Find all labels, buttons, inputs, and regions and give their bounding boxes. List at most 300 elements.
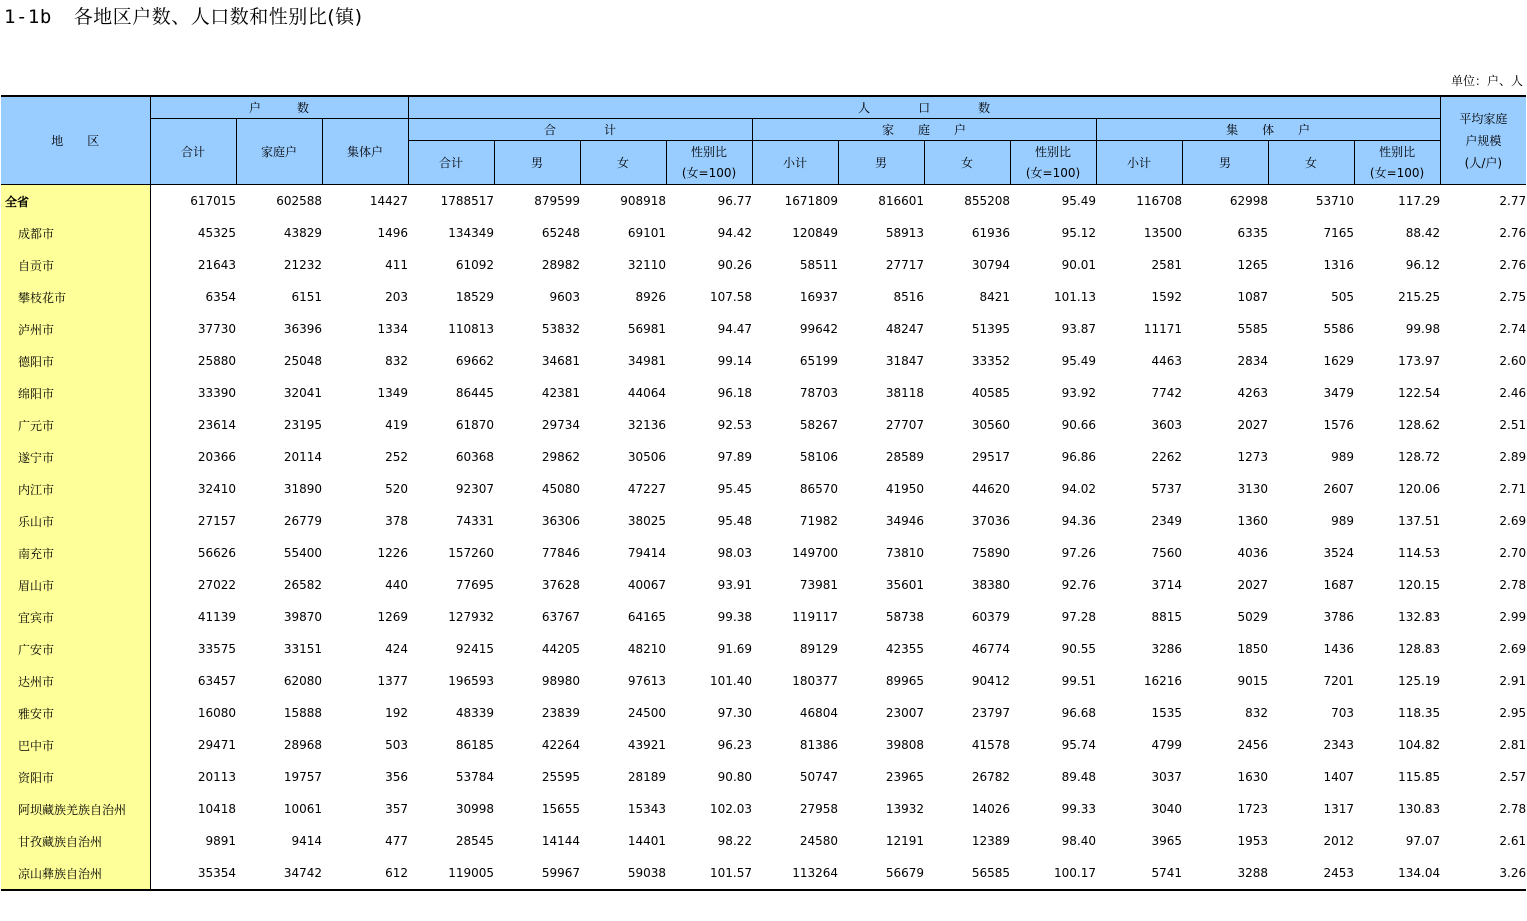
value-cell: 43921: [627, 738, 667, 752]
sex-ratio-line1: 性别比: [1379, 144, 1416, 159]
value-cell: 96.77: [666, 185, 752, 218]
value-cell: 2.51: [1499, 418, 1527, 432]
value-cell: 60368: [455, 450, 495, 464]
value-cell: 28982: [541, 258, 581, 272]
value-cell: 29862: [541, 450, 581, 464]
region-cell: 雅安市: [1, 697, 150, 729]
header-group-total: 合 计: [408, 119, 752, 141]
value-cell: 25048: [283, 354, 322, 368]
value-cell: 1407: [1323, 770, 1355, 784]
value-cell: 88.42: [1405, 226, 1441, 240]
header-total: 合计: [408, 141, 494, 185]
value-cell: 104.82: [1398, 738, 1441, 752]
value-cell: 477: [385, 834, 409, 848]
value-cell: 33352: [971, 354, 1011, 368]
sex-ratio-line1: 性别比: [691, 144, 728, 159]
value-cell: 60379: [971, 610, 1011, 624]
value-cell: 3.26: [1440, 857, 1526, 890]
value-cell: 99.38: [717, 610, 753, 624]
value-cell: 86185: [455, 738, 495, 752]
value-cell: 2.74: [1499, 322, 1527, 336]
value-cell: 173.97: [1398, 354, 1441, 368]
value-cell: 45080: [541, 482, 581, 496]
region-cell: 南充市: [1, 537, 150, 569]
value-cell: 2.78: [1499, 802, 1527, 816]
value-cell: 56981: [627, 322, 667, 336]
table-row: [1, 249, 1526, 281]
value-cell: 8516: [893, 290, 925, 304]
value-cell: 23965: [885, 770, 925, 784]
value-cell: 6335: [1237, 226, 1269, 240]
region-cell: 广元市: [1, 409, 150, 441]
value-cell: 90.66: [1061, 418, 1097, 432]
value-cell: 92307: [455, 482, 495, 496]
value-cell: 3288: [1182, 857, 1268, 890]
value-cell: 39870: [283, 610, 322, 624]
value-cell: 7165: [1323, 226, 1355, 240]
value-cell: 602588: [236, 185, 322, 218]
value-cell: 1630: [1237, 770, 1269, 784]
value-cell: 1273: [1237, 450, 1269, 464]
value-cell: 2349: [1151, 514, 1183, 528]
value-cell: 48339: [455, 706, 495, 720]
value-cell: 9414: [291, 834, 322, 848]
value-cell: 2.75: [1499, 290, 1527, 304]
value-cell: 35354: [150, 857, 236, 890]
value-cell: 15888: [283, 706, 322, 720]
value-cell: 6354: [205, 290, 236, 304]
value-cell: 14026: [971, 802, 1011, 816]
sex-ratio-line2: (女=100): [1025, 165, 1081, 180]
value-cell: 26582: [283, 578, 322, 592]
value-cell: 100.17: [1010, 857, 1096, 890]
header-hh-total: 合计: [150, 119, 236, 185]
value-cell: 252: [385, 450, 409, 464]
value-cell: 9891: [205, 834, 236, 848]
value-cell: 157260: [448, 546, 495, 560]
value-cell: 56585: [924, 857, 1010, 890]
value-cell: 51395: [971, 322, 1011, 336]
table-row: [1, 473, 1526, 505]
value-cell: 2.70: [1499, 546, 1527, 560]
value-cell: 99.14: [717, 354, 753, 368]
value-cell: 29517: [971, 450, 1011, 464]
value-cell: 120849: [792, 226, 839, 240]
value-cell: 36306: [541, 514, 581, 528]
header-avg-household-size: [1440, 96, 1526, 185]
value-cell: 97.07: [1405, 834, 1441, 848]
value-cell: 4463: [1151, 354, 1183, 368]
value-cell: 137.51: [1398, 514, 1441, 528]
value-cell: 44205: [541, 642, 581, 656]
value-cell: 31847: [885, 354, 925, 368]
value-cell: 101.40: [710, 674, 753, 688]
header-avg-line2: 户规模: [1465, 133, 1502, 148]
table-row: [1, 761, 1526, 793]
value-cell: 46804: [799, 706, 839, 720]
value-cell: 62080: [283, 674, 322, 688]
value-cell: 62998: [1182, 185, 1268, 218]
value-cell: 23614: [197, 418, 236, 432]
value-cell: 12191: [885, 834, 925, 848]
value-cell: 989: [1331, 514, 1355, 528]
value-cell: 1349: [377, 386, 409, 400]
value-cell: 3130: [1237, 482, 1269, 496]
value-cell: 1317: [1323, 802, 1355, 816]
table-row: [1, 857, 1526, 890]
header-region: 地 区: [1, 96, 150, 185]
value-cell: 2834: [1237, 354, 1269, 368]
value-cell: 69101: [627, 226, 667, 240]
value-cell: 99642: [799, 322, 839, 336]
value-cell: 94.02: [1061, 482, 1097, 496]
value-cell: 46774: [971, 642, 1011, 656]
value-cell: 505: [1331, 290, 1355, 304]
value-cell: 2.69: [1499, 514, 1527, 528]
value-cell: 97.26: [1061, 546, 1097, 560]
value-cell: 15655: [541, 802, 581, 816]
value-cell: 125.19: [1398, 674, 1441, 688]
value-cell: 424: [385, 642, 409, 656]
value-cell: 7560: [1151, 546, 1183, 560]
value-cell: 96.18: [717, 386, 753, 400]
value-cell: 13500: [1143, 226, 1183, 240]
value-cell: 28968: [283, 738, 322, 752]
header-sex-ratio: [1354, 141, 1440, 185]
value-cell: 2.46: [1499, 386, 1527, 400]
table-row: [1, 697, 1526, 729]
value-cell: 13932: [885, 802, 925, 816]
value-cell: 107.58: [710, 290, 753, 304]
table-row: [1, 281, 1526, 313]
value-cell: 3524: [1323, 546, 1355, 560]
value-cell: 96.86: [1061, 450, 1097, 464]
value-cell: 10418: [197, 802, 236, 816]
value-cell: 20114: [283, 450, 322, 464]
value-cell: 93.87: [1061, 322, 1097, 336]
value-cell: 92.76: [1061, 578, 1097, 592]
value-cell: 196593: [448, 674, 495, 688]
value-cell: 612: [322, 857, 408, 890]
table-row: [1, 633, 1526, 665]
value-cell: 39808: [885, 738, 925, 752]
table-row: [1, 601, 1526, 633]
value-cell: 21643: [197, 258, 236, 272]
value-cell: 2343: [1323, 738, 1355, 752]
value-cell: 120.15: [1398, 578, 1441, 592]
value-cell: 38025: [627, 514, 667, 528]
value-cell: 77695: [455, 578, 495, 592]
value-cell: 44064: [627, 386, 667, 400]
value-cell: 89965: [885, 674, 925, 688]
value-cell: 30560: [971, 418, 1011, 432]
region-cell: 遂宁市: [1, 441, 150, 473]
value-cell: 1436: [1323, 642, 1355, 656]
value-cell: 36396: [283, 322, 322, 336]
value-cell: 34981: [627, 354, 667, 368]
value-cell: 114.53: [1398, 546, 1441, 560]
value-cell: 58267: [799, 418, 839, 432]
value-cell: 34681: [541, 354, 581, 368]
header-population: 人 口 数: [408, 96, 1440, 119]
value-cell: 1265: [1237, 258, 1269, 272]
value-cell: 2027: [1237, 578, 1269, 592]
value-cell: 180377: [792, 674, 839, 688]
value-cell: 55400: [283, 546, 322, 560]
value-cell: 23195: [283, 418, 322, 432]
table-row: [1, 217, 1526, 249]
value-cell: 98980: [541, 674, 581, 688]
value-cell: 127932: [448, 610, 495, 624]
value-cell: 58913: [885, 226, 925, 240]
value-cell: 63457: [197, 674, 236, 688]
value-cell: 23007: [885, 706, 925, 720]
value-cell: 23839: [541, 706, 581, 720]
table-row: [1, 345, 1526, 377]
region-cell: 宜宾市: [1, 601, 150, 633]
value-cell: 19757: [283, 770, 322, 784]
value-cell: 96.23: [717, 738, 753, 752]
value-cell: 8815: [1151, 610, 1183, 624]
table-body: [1, 185, 1526, 891]
value-cell: 2.76: [1499, 258, 1527, 272]
value-cell: 8421: [979, 290, 1011, 304]
value-cell: 5586: [1323, 322, 1355, 336]
value-cell: 33390: [197, 386, 236, 400]
value-cell: 128.83: [1398, 642, 1441, 656]
value-cell: 27958: [799, 802, 839, 816]
value-cell: 3037: [1151, 770, 1183, 784]
header-group-family: 家 庭 户: [752, 119, 1096, 141]
value-cell: 1788517: [408, 185, 494, 218]
value-cell: 617015: [150, 185, 236, 218]
value-cell: 95.48: [717, 514, 753, 528]
value-cell: 28189: [627, 770, 667, 784]
value-cell: 1360: [1237, 514, 1269, 528]
value-cell: 48247: [885, 322, 925, 336]
value-cell: 1723: [1237, 802, 1269, 816]
value-cell: 503: [385, 738, 409, 752]
value-cell: 81386: [799, 738, 839, 752]
value-cell: 31890: [283, 482, 322, 496]
table-row: [1, 377, 1526, 409]
value-cell: 27717: [885, 258, 925, 272]
value-cell: 9603: [549, 290, 581, 304]
value-cell: 8926: [635, 290, 667, 304]
value-cell: 1087: [1237, 290, 1269, 304]
value-cell: 128.72: [1398, 450, 1441, 464]
value-cell: 93.92: [1061, 386, 1097, 400]
value-cell: 1687: [1323, 578, 1355, 592]
value-cell: 99.98: [1405, 322, 1441, 336]
value-cell: 1592: [1151, 290, 1183, 304]
value-cell: 37628: [541, 578, 581, 592]
value-cell: 61092: [455, 258, 495, 272]
value-cell: 29734: [541, 418, 581, 432]
value-cell: 30506: [627, 450, 667, 464]
value-cell: 1535: [1151, 706, 1183, 720]
value-cell: 117.29: [1354, 185, 1440, 218]
value-cell: 47227: [627, 482, 667, 496]
value-cell: 440: [385, 578, 409, 592]
value-cell: 1316: [1323, 258, 1355, 272]
header-sex-ratio: [1010, 141, 1096, 185]
value-cell: 3286: [1151, 642, 1183, 656]
value-cell: 6151: [291, 290, 322, 304]
value-cell: 2.95: [1499, 706, 1527, 720]
value-cell: 29471: [197, 738, 236, 752]
value-cell: 378: [385, 514, 409, 528]
value-cell: 3479: [1323, 386, 1355, 400]
value-cell: 356: [385, 770, 409, 784]
value-cell: 2.57: [1499, 770, 1527, 784]
value-cell: 113264: [752, 857, 838, 890]
value-cell: 69662: [455, 354, 495, 368]
value-cell: 95.74: [1061, 738, 1097, 752]
value-cell: 74331: [455, 514, 495, 528]
value-cell: 1671809: [752, 185, 838, 218]
unit-label: 单位：户、人: [1450, 74, 1523, 88]
header-male: 男: [494, 141, 580, 185]
value-cell: 92415: [455, 642, 495, 656]
value-cell: 5585: [1237, 322, 1269, 336]
value-cell: 99.51: [1061, 674, 1097, 688]
value-cell: 53832: [541, 322, 581, 336]
value-cell: 15343: [627, 802, 667, 816]
value-cell: 2.99: [1499, 610, 1527, 624]
value-cell: 14401: [627, 834, 667, 848]
value-cell: 41139: [197, 610, 236, 624]
value-cell: 24500: [627, 706, 667, 720]
value-cell: 118.35: [1398, 706, 1441, 720]
value-cell: 90.26: [717, 258, 753, 272]
value-cell: 50747: [799, 770, 839, 784]
value-cell: 1334: [377, 322, 409, 336]
header-female: 女: [580, 141, 666, 185]
value-cell: 128.62: [1398, 418, 1441, 432]
value-cell: 25880: [197, 354, 236, 368]
table-row: [1, 825, 1526, 857]
value-cell: 94.47: [717, 322, 753, 336]
value-cell: 119117: [792, 610, 839, 624]
value-cell: 95.49: [1010, 185, 1096, 218]
header-male: 男: [838, 141, 924, 185]
value-cell: 1269: [377, 610, 409, 624]
value-cell: 27157: [197, 514, 236, 528]
value-cell: 16937: [799, 290, 839, 304]
region-cell: 内江市: [1, 473, 150, 505]
value-cell: 42355: [885, 642, 925, 656]
value-cell: 2027: [1237, 418, 1269, 432]
value-cell: 38380: [971, 578, 1011, 592]
value-cell: 97613: [627, 674, 667, 688]
value-cell: 5029: [1237, 610, 1269, 624]
value-cell: 130.83: [1398, 802, 1441, 816]
value-cell: 89129: [799, 642, 839, 656]
table-header: [1, 96, 1526, 185]
value-cell: 2.89: [1499, 450, 1527, 464]
value-cell: 32110: [627, 258, 667, 272]
value-cell: 90412: [971, 674, 1011, 688]
value-cell: 2607: [1323, 482, 1355, 496]
value-cell: 38118: [885, 386, 925, 400]
value-cell: 1629: [1323, 354, 1355, 368]
header-subtotal: 小计: [752, 141, 838, 185]
value-cell: 134349: [448, 226, 495, 240]
value-cell: 9015: [1237, 674, 1269, 688]
value-cell: 703: [1331, 706, 1355, 720]
value-cell: 23797: [971, 706, 1011, 720]
value-cell: 32136: [627, 418, 667, 432]
value-cell: 61936: [971, 226, 1011, 240]
value-cell: 3786: [1323, 610, 1355, 624]
value-cell: 102.03: [710, 802, 753, 816]
value-cell: 7742: [1151, 386, 1183, 400]
value-cell: 116708: [1096, 185, 1182, 218]
value-cell: 101.13: [1054, 290, 1097, 304]
value-cell: 192: [385, 706, 409, 720]
value-cell: 26779: [283, 514, 322, 528]
value-cell: 989: [1331, 450, 1355, 464]
table-row: [1, 793, 1526, 825]
value-cell: 2456: [1237, 738, 1269, 752]
region-cell: 眉山市: [1, 569, 150, 601]
value-cell: 96.12: [1405, 258, 1441, 272]
value-cell: 97.30: [717, 706, 753, 720]
value-cell: 42381: [541, 386, 581, 400]
region-cell: 广安市: [1, 633, 150, 665]
table-title-text: 各地区户数、人口数和性别比(镇): [73, 6, 363, 28]
value-cell: 520: [385, 482, 409, 496]
value-cell: 832: [1245, 706, 1269, 720]
region-cell: 自贡市: [1, 249, 150, 281]
value-cell: 71982: [799, 514, 839, 528]
value-cell: 56626: [197, 546, 236, 560]
sex-ratio-line1: 性别比: [1035, 144, 1072, 159]
table-row: [1, 441, 1526, 473]
value-cell: 97.89: [717, 450, 753, 464]
value-cell: 53710: [1268, 185, 1354, 218]
value-cell: 94.42: [717, 226, 753, 240]
value-cell: 95.45: [717, 482, 753, 496]
table-row: [1, 185, 1526, 218]
value-cell: 89.48: [1061, 770, 1097, 784]
value-cell: 1850: [1237, 642, 1269, 656]
header-male: 男: [1182, 141, 1268, 185]
value-cell: 120.06: [1398, 482, 1441, 496]
value-cell: 419: [385, 418, 409, 432]
value-cell: 28589: [885, 450, 925, 464]
region-cell: 阿坝藏族羌族自治州: [1, 793, 150, 825]
data-table: [1, 95, 1526, 891]
value-cell: 5737: [1151, 482, 1183, 496]
value-cell: 134.04: [1354, 857, 1440, 890]
value-cell: 357: [385, 802, 409, 816]
value-cell: 2.77: [1440, 185, 1526, 218]
value-cell: 91.69: [717, 642, 753, 656]
value-cell: 96.68: [1061, 706, 1097, 720]
value-cell: 110813: [448, 322, 495, 336]
region-cell: 巴中市: [1, 729, 150, 761]
value-cell: 40585: [971, 386, 1011, 400]
value-cell: 73810: [885, 546, 925, 560]
value-cell: 20366: [197, 450, 236, 464]
value-cell: 73981: [799, 578, 839, 592]
value-cell: 832: [385, 354, 409, 368]
value-cell: 16216: [1143, 674, 1183, 688]
header-hh-family: 家庭户: [236, 119, 322, 185]
region-cell: 德阳市: [1, 345, 150, 377]
